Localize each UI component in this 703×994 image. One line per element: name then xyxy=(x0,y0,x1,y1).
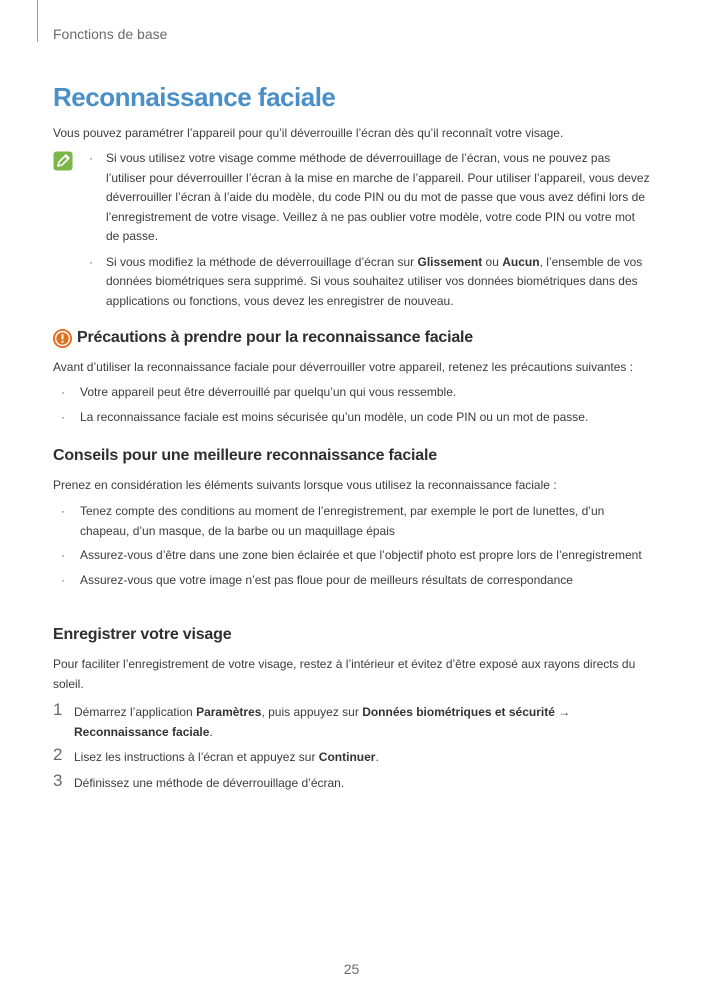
precautions-list xyxy=(53,383,653,432)
register-heading: Enregistrer votre visage xyxy=(53,626,232,643)
list-item: · Tenez compte des conditions au moment de l’enregistrement, par exemple le port de lunettes, d’un chapeau, d’un masque, de la barbe ou un maquillage épais xyxy=(53,502,653,541)
steps-list xyxy=(53,700,653,799)
step-item: 2 Lisez les instructions à l’écran et appuyez sur Continuer. xyxy=(53,745,379,764)
note-item: · Si vous modifiez la méthode de déverrouillage d’écran sur Glissement ou Aucun, l’ensemble de vos données biométriques sera supprimé. Si vous souhaitez utiliser vos données biométriques dans des applications ou fonctions, vous devez les enregistrer de nouveau. xyxy=(86,253,651,312)
page-title: Reconnaissance faciale xyxy=(53,82,336,112)
section-header: Fonctions de base xyxy=(53,26,168,42)
list-item: · Assurez-vous d’être dans une zone bien éclairée et que l’objectif photo est propre lors de l’enregistrement xyxy=(53,546,653,566)
warning-icon xyxy=(53,329,72,348)
step-number: 2 xyxy=(53,745,63,764)
list-item: · La reconnaissance faciale est moins sécurisée qu’un modèle, un code PIN ou un mot de passe. xyxy=(53,408,653,428)
page-number: 25 xyxy=(343,961,360,977)
step-number: 3 xyxy=(53,770,63,790)
tips-intro: Prenez en considération les éléments suivants lorsque vous utilisez la reconnaissance faciale : xyxy=(53,478,557,492)
note-list xyxy=(86,149,651,317)
intro-text: Vous pouvez paramétrer l’appareil pour qu’il déverrouille l’écran dès qu’il reconnaît votre visage. xyxy=(53,126,564,140)
note-item: · Si vous utilisez votre visage comme méthode de déverrouillage de l’écran, vous ne pouvez pas l’utiliser pour déverrouiller l’écran à la mise en marche de l’appareil. Pour utiliser l’appareil, vous devez déverrouiller l’écran à l’aide du modèle, du code PIN ou du mot de passe que vous avez défini lors de l’enregistrement de votre visage. Veillez à ne pas oublier votre modèle, votre code PIN ou votre mot de passe. xyxy=(86,149,651,247)
header-rule xyxy=(37,0,38,42)
list-item: · Assurez-vous que votre image n’est pas floue pour de meilleurs résultats de correspondance xyxy=(53,571,653,591)
list-item: · Votre appareil peut être déverrouillé par quelqu’un qui vous ressemble. xyxy=(53,383,653,403)
tips-list xyxy=(53,502,653,595)
precautions-intro: Avant d’utiliser la reconnaissance faciale pour déverrouiller votre appareil, retenez les précautions suivantes : xyxy=(53,360,634,374)
step-number: 1 xyxy=(53,700,63,719)
step-item: 3 Définissez une méthode de déverrouillage d’écran. xyxy=(53,770,345,790)
step-item: 1 Démarrez l’application Paramètres, puis appuyez sur Données biométriques et sécurité → Reconnaissance faciale. xyxy=(53,700,571,739)
note-icon xyxy=(53,151,73,171)
tips-heading: Conseils pour une meilleure reconnaissance faciale xyxy=(53,447,437,464)
register-intro: Pour faciliter l’enregistrement de votre visage, restez à l’intérieur et évitez d’être exposé aux rayons directs du soleil. xyxy=(53,657,636,691)
precautions-heading: Précautions à prendre pour la reconnaissance faciale xyxy=(77,329,473,346)
